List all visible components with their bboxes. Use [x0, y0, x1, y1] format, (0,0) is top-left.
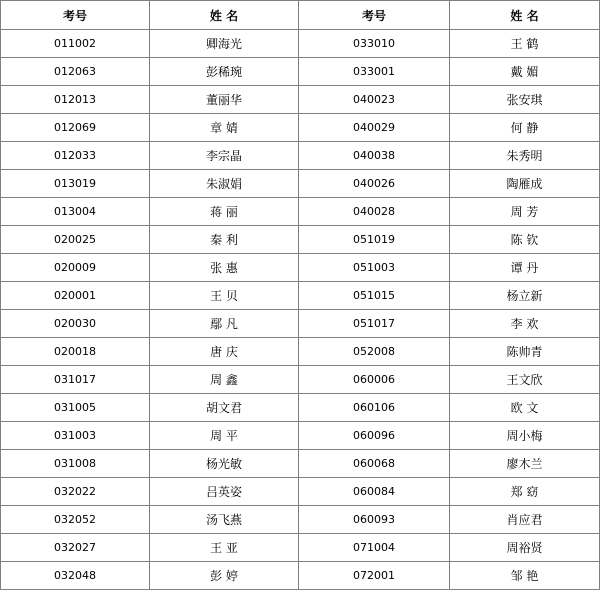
- name-cell: 秦 利: [150, 226, 299, 254]
- name-cell: 郑 窈: [450, 478, 600, 506]
- exam-id-cell: 012013: [1, 86, 150, 114]
- name-cell: 彭稀琬: [150, 58, 299, 86]
- name-cell: 谭 丹: [450, 254, 600, 282]
- name-cell: 王 鹤: [450, 30, 600, 58]
- name-cell: 蒋 丽: [150, 198, 299, 226]
- exam-id-cell: 040038: [299, 142, 450, 170]
- exam-id-cell: 060106: [299, 394, 450, 422]
- name-cell: 汤飞燕: [150, 506, 299, 534]
- name-cell: 唐 庆: [150, 338, 299, 366]
- name-cell: 肖应君: [450, 506, 600, 534]
- name-cell: 李宗晶: [150, 142, 299, 170]
- exam-id-cell: 060093: [299, 506, 450, 534]
- exam-id-cell: 032022: [1, 478, 150, 506]
- name-cell: 董丽华: [150, 86, 299, 114]
- name-cell: 周 鑫: [150, 366, 299, 394]
- table-row: [1, 114, 600, 142]
- name-cell: 杨光敏: [150, 450, 299, 478]
- name-cell: 朱淑娟: [150, 170, 299, 198]
- exam-id-cell: 020018: [1, 338, 150, 366]
- name-cell: 朱秀明: [450, 142, 600, 170]
- exam-id-cell: 032048: [1, 562, 150, 590]
- exam-id-cell: 020030: [1, 310, 150, 338]
- name-cell: 章 婧: [150, 114, 299, 142]
- exam-id-cell: 032052: [1, 506, 150, 534]
- name-cell: 王文欣: [450, 366, 600, 394]
- name-cell: 陈帅青: [450, 338, 600, 366]
- exam-id-cell: 052008: [299, 338, 450, 366]
- table-row: [1, 30, 600, 58]
- exam-id-cell: 051015: [299, 282, 450, 310]
- header-exam-id-right: 考号: [299, 1, 450, 30]
- exam-id-cell: 013004: [1, 198, 150, 226]
- name-cell: 卿海光: [150, 30, 299, 58]
- name-cell: 周 芳: [450, 198, 600, 226]
- name-cell: 彭 婷: [150, 562, 299, 590]
- exam-id-cell: 031005: [1, 394, 150, 422]
- exam-id-cell: 031008: [1, 450, 150, 478]
- table-row: [1, 478, 600, 506]
- exam-id-cell: 012033: [1, 142, 150, 170]
- exam-id-cell: 013019: [1, 170, 150, 198]
- table-row: [1, 254, 600, 282]
- table-body: [1, 30, 600, 590]
- exam-id-cell: 031003: [1, 422, 150, 450]
- name-cell: 张 惠: [150, 254, 299, 282]
- exam-id-cell: 051003: [299, 254, 450, 282]
- table-row: [1, 170, 600, 198]
- name-cell: 胡文君: [150, 394, 299, 422]
- table-row: [1, 226, 600, 254]
- exam-id-cell: 060006: [299, 366, 450, 394]
- table-row: [1, 58, 600, 86]
- name-cell: 王 亚: [150, 534, 299, 562]
- table-row: [1, 394, 600, 422]
- name-cell: 欧 文: [450, 394, 600, 422]
- name-cell: 陶雁成: [450, 170, 600, 198]
- name-cell: 廖木兰: [450, 450, 600, 478]
- exam-id-cell: 012069: [1, 114, 150, 142]
- exam-id-cell: 011002: [1, 30, 150, 58]
- header-name-left: 姓 名: [150, 1, 299, 30]
- table-row: [1, 534, 600, 562]
- name-cell: 何 静: [450, 114, 600, 142]
- table-row: [1, 282, 600, 310]
- name-cell: 杨立新: [450, 282, 600, 310]
- exam-id-cell: 031017: [1, 366, 150, 394]
- exam-id-cell: 051019: [299, 226, 450, 254]
- name-cell: 戴 媚: [450, 58, 600, 86]
- name-cell: 周小梅: [450, 422, 600, 450]
- name-cell: 王 贝: [150, 282, 299, 310]
- exam-id-cell: 040026: [299, 170, 450, 198]
- exam-id-cell: 040028: [299, 198, 450, 226]
- name-cell: 张安琪: [450, 86, 600, 114]
- table-row: [1, 338, 600, 366]
- exam-id-cell: 020009: [1, 254, 150, 282]
- name-cell: 鄢 凡: [150, 310, 299, 338]
- table-row: [1, 450, 600, 478]
- name-cell: 周裕贤: [450, 534, 600, 562]
- table-row: [1, 198, 600, 226]
- exam-id-cell: 040023: [299, 86, 450, 114]
- exam-id-cell: 071004: [299, 534, 450, 562]
- exam-id-cell: 032027: [1, 534, 150, 562]
- exam-id-cell: 020001: [1, 282, 150, 310]
- exam-id-cell: 012063: [1, 58, 150, 86]
- table-row: [1, 366, 600, 394]
- table-row: [1, 310, 600, 338]
- table-header: [1, 1, 600, 30]
- table-row: [1, 422, 600, 450]
- exam-id-cell: 040029: [299, 114, 450, 142]
- header-name-right: 姓 名: [450, 1, 600, 30]
- table-row: [1, 562, 600, 590]
- name-cell: 周 平: [150, 422, 299, 450]
- exam-id-cell: 060084: [299, 478, 450, 506]
- exam-id-cell: 051017: [299, 310, 450, 338]
- name-cell: 吕英姿: [150, 478, 299, 506]
- name-cell: 邹 艳: [450, 562, 600, 590]
- exam-id-cell: 020025: [1, 226, 150, 254]
- name-cell: 李 欢: [450, 310, 600, 338]
- table-row: [1, 506, 600, 534]
- exam-id-cell: 060096: [299, 422, 450, 450]
- name-cell: 陈 钦: [450, 226, 600, 254]
- table-row: [1, 86, 600, 114]
- header-row: [1, 1, 600, 30]
- table-row: [1, 142, 600, 170]
- exam-id-cell: 033010: [299, 30, 450, 58]
- exam-id-cell: 072001: [299, 562, 450, 590]
- header-exam-id-left: 考号: [1, 1, 150, 30]
- exam-id-cell: 060068: [299, 450, 450, 478]
- exam-id-cell: 033001: [299, 58, 450, 86]
